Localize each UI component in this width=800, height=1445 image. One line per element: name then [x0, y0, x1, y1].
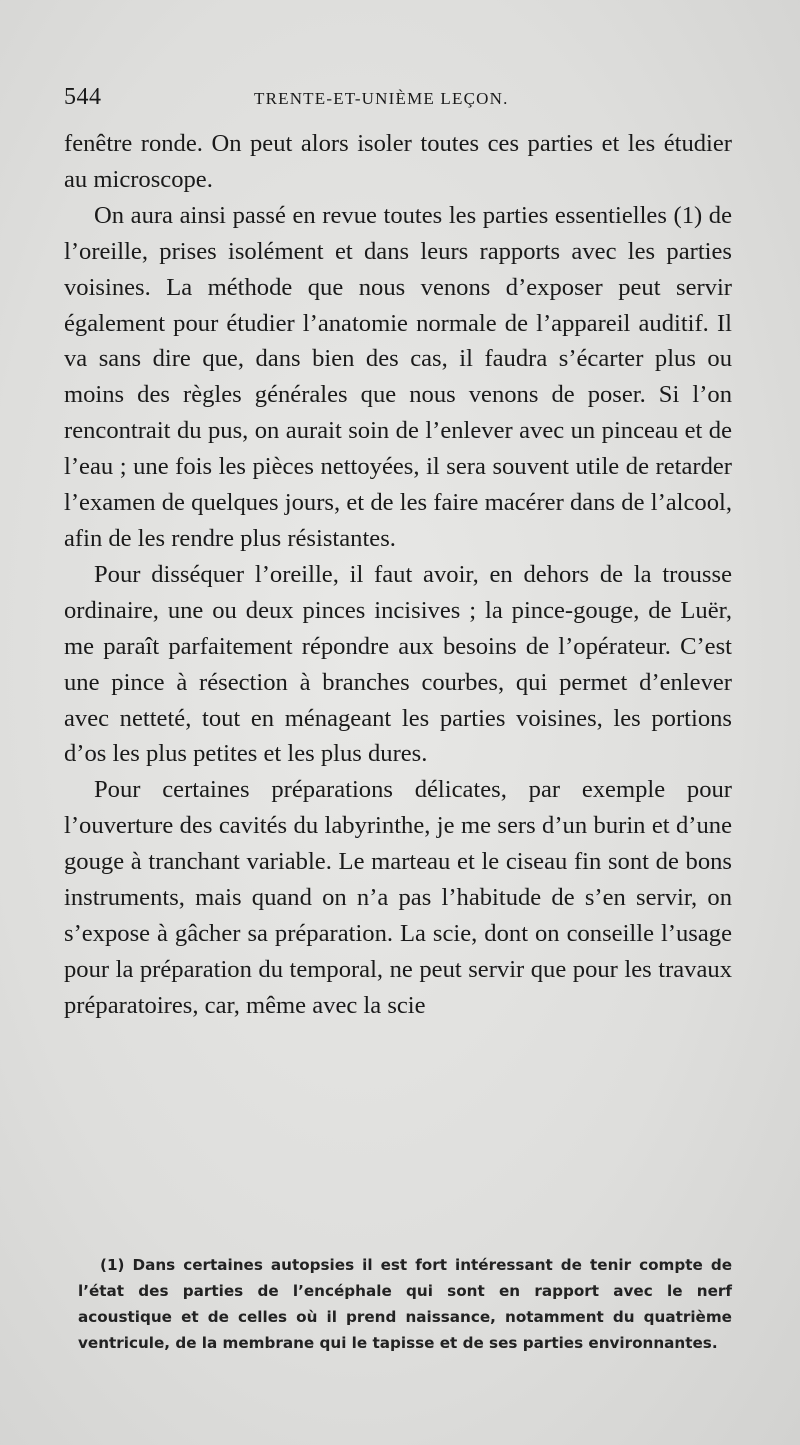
body-text	[64, 126, 732, 1024]
paragraph: Pour disséquer l’oreille, il faut avoir, en dehors de la trousse ordinaire, une ou deux pinces incisives ; la pince-gouge, de Luër, me paraît parfaitement répondre aux besoins de l’opérateur. C’est une pince à résection à branches courbes, qui permet d’enlever avec netteté, tout en ménageant les parties voisines, les portions d’os les plus petites et les plus dures.	[64, 560, 732, 768]
footnote-text: (1) Dans certaines autopsies il est fort intéressant de tenir compte de l’état des parties de l’encéphale qui sont en rapport avec le nerf acoustique et de celles où il prend naissance, notamment du quatrième ventricule, de la membrane qui le tapisse et de ses parties environnantes.	[78, 1256, 732, 1352]
paragraph: On aura ainsi passé en revue toutes les parties essentielles (1) de l’oreille, prises isolément et dans leurs rapports avec les parties voisines. La méthode que nous venons d’exposer peut servir également pour étudier l’anatomie normale de l’appareil auditif. Il va sans dire que, dans bien des cas, il faudra s’écarter plus ou moins des règles générales que nous venons de poser. Si l’on rencontrait du pus, on aurait soin de l’enlever avec un pinceau et de l’eau ; une fois les pièces nettoyées, il sera souvent utile de retarder l’examen de quelques jours, et de les faire macérer dans de l’alcool, afin de les rendre plus résistantes.	[64, 201, 732, 552]
running-head	[64, 84, 732, 116]
footnote	[78, 1252, 732, 1356]
running-title: TRENTE-ET-UNIÈME LEÇON.	[254, 89, 509, 108]
paragraph: Pour certaines préparations délicates, par exemple pour l’ouverture des cavités du labyrinthe, je me sers d’un burin et d’une gouge à tranchant variable. Le marteau et le ciseau fin sont de bons instruments, mais quand on n’a pas l’habitude de s’en servir, on s’expose à gâcher sa préparation. La scie, dont on conseille l’usage pour la préparation du temporal, ne peut servir que pour les travaux préparatoires, car, même avec la scie	[64, 776, 732, 1019]
paragraph: fenêtre ronde. On peut alors isoler toutes ces parties et les étudier au microscope.	[64, 130, 732, 193]
page-number: 544	[64, 84, 102, 110]
